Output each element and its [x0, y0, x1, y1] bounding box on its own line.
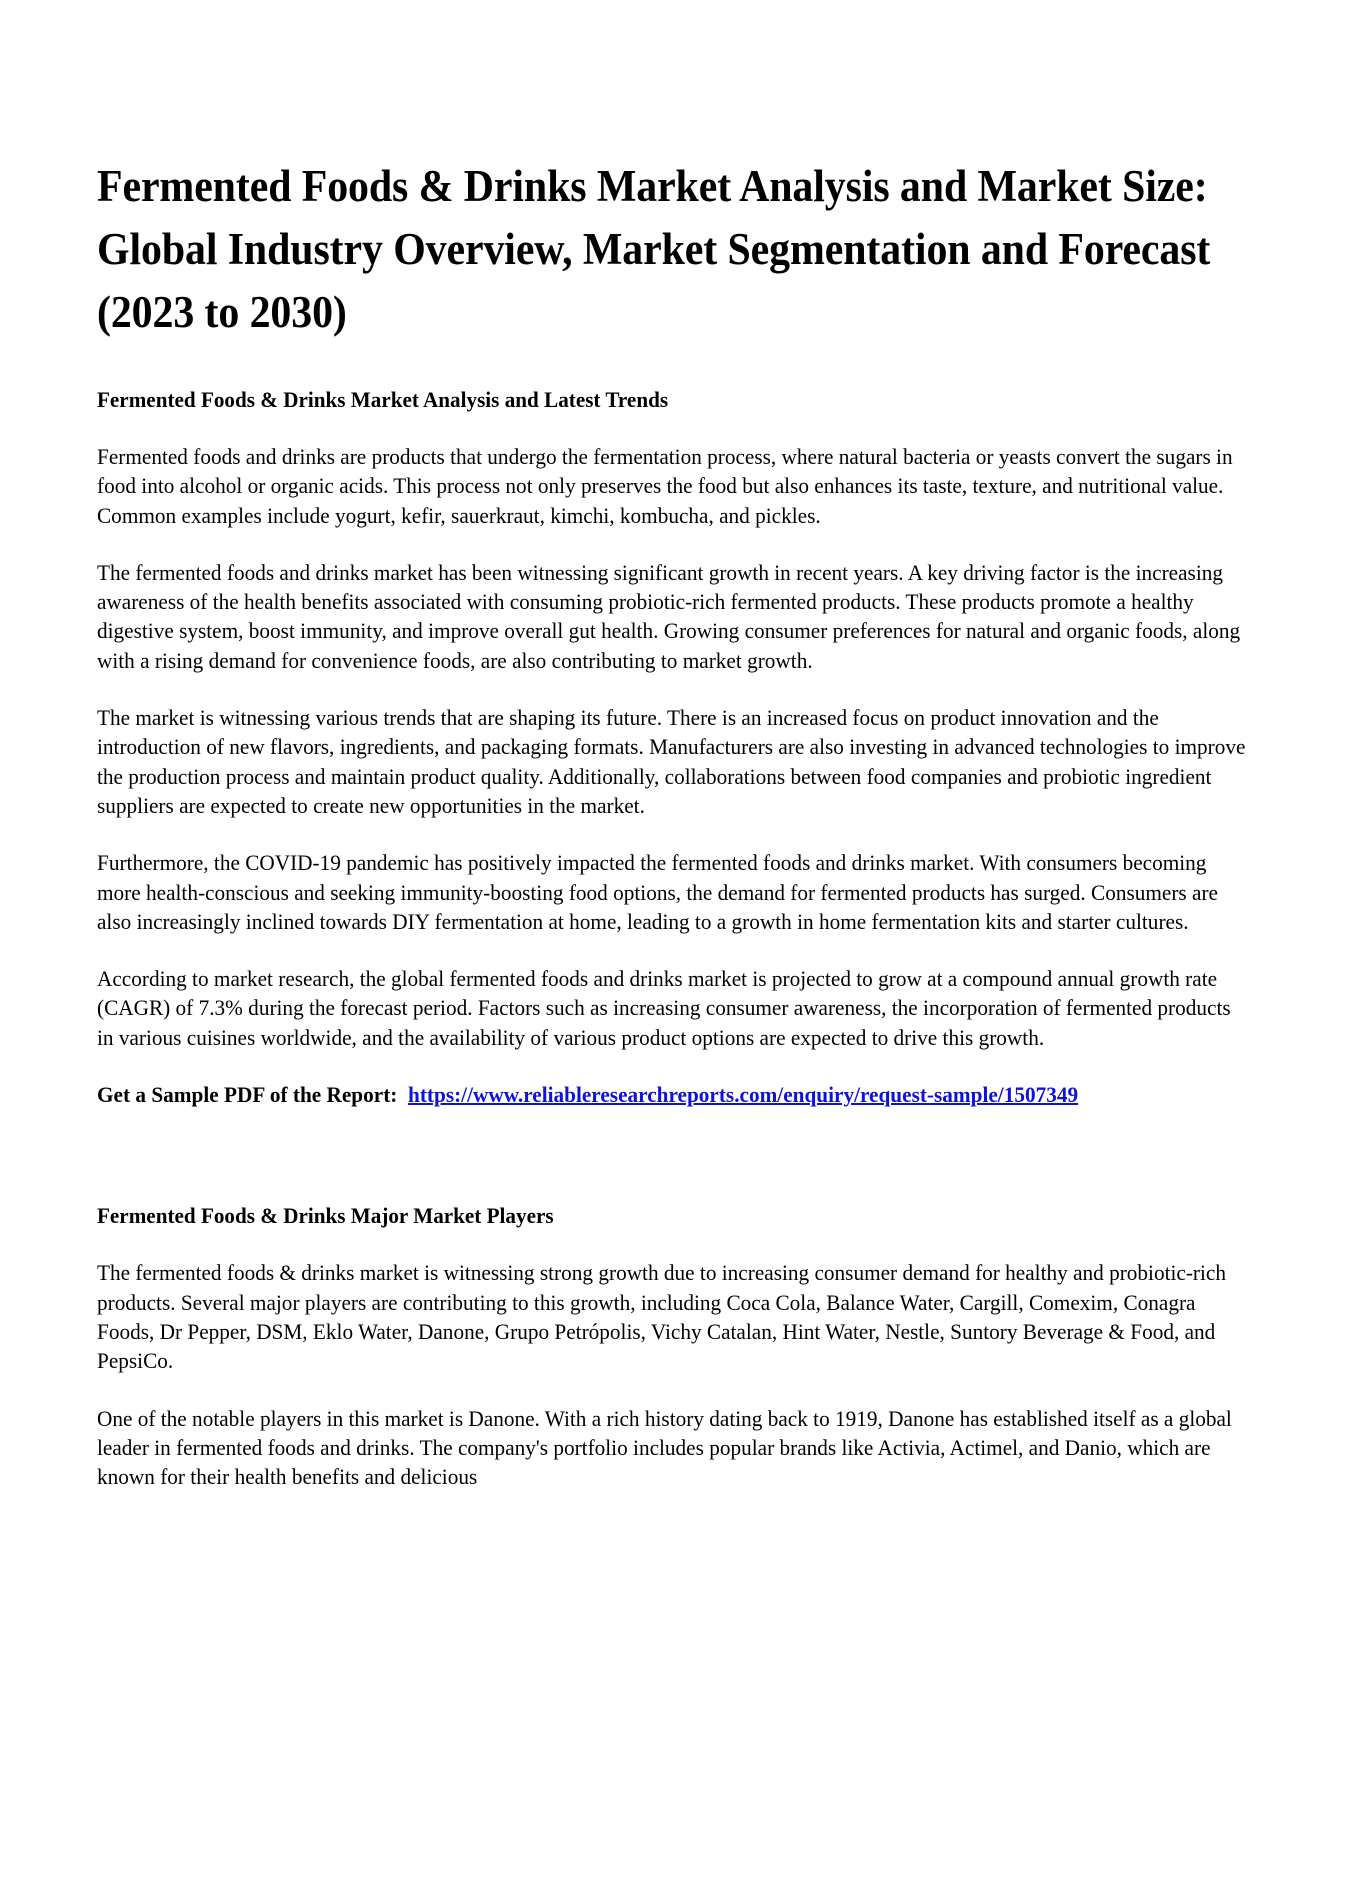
para-spacer-3 — [97, 820, 1248, 848]
para-spacer-1 — [97, 530, 1248, 558]
sample-pdf-link-line — [97, 1080, 1252, 1109]
paragraph-danone: One of the notable players in this market is Danone. With a rich history dating back to 1919, Danone has established itself as a global leader in fermented foods and drinks. The company's portfolio includes popular brands like Activia, Actimel, and Danio, which are known for their health benefits and delicious — [97, 1405, 1232, 1490]
heading-spacer-1 — [97, 414, 1248, 442]
paragraph-market-trends: The market is witnessing various trends that are shaping its future. There is an increased focus on product innovation and the introduction of new flavors, ingredients, and packaging formats. Manufacturers are also investing in advanced technologies to improve the production process and maintain product quality. Additionally, collaborations between food companies and probiotic ingredient suppliers are expected to create new opportunities in the market. — [97, 705, 1246, 818]
section-heading-major-players: Fermented Foods & Drinks Major Market Players — [97, 1203, 554, 1229]
para-spacer-6 — [97, 1376, 1248, 1404]
para-spacer-4 — [97, 936, 1248, 964]
section-gap — [97, 1109, 1248, 1201]
section-heading-analysis-trends: Fermented Foods & Drinks Market Analysis and Latest Trends — [97, 387, 669, 412]
page-title: Fermented Foods & Drinks Market Analysis and Market Size: Global Industry Overview, Market Segmentation and Forecast (2023 to 2030) — [97, 161, 1211, 337]
sample-pdf-link[interactable]: https://www.reliableresearchreports.com/enquiry/request-sample/1507349 — [408, 1082, 1079, 1108]
para-spacer-5 — [97, 1052, 1248, 1080]
paragraph-covid-impact: Furthermore, the COVID-19 pandemic has positively impacted the fermented foods and drinks market. With consumers becoming more health-conscious and seeking immunity-boosting food options, the demand for fermented products has surged. Consumers are also increasingly inclined towards DIY fermentation at home, leading to a growth in home fermentation kits and starter cultures. — [97, 850, 1218, 934]
paragraph-cagr-forecast: According to market research, the global fermented foods and drinks market is projected to grow at a compound annual growth rate (CAGR) of 7.3% during the forecast period. Factors such as increasing consumer awareness, the incorporation of fermented products in various cuisines worldwide, and the availability of various product options are expected to drive this growth. — [97, 966, 1231, 1050]
paragraph-growth-drivers: The fermented foods and drinks market has been witnessing significant growth in recent years. A key driving factor is the increasing awareness of the health benefits associated with consuming probiotic-rich fermented products. These products promote a healthy digestive system, boost immunity, and improve overall gut health. Growing consumer preferences for natural and organic foods, along with a rising demand for convenience foods, are also contributing to market growth. — [97, 559, 1241, 673]
para-spacer-2 — [97, 675, 1248, 703]
paragraph-major-players-list: The fermented foods & drinks market is witnessing strong growth due to increasing consumer demand for healthy and probiotic-rich products. Several major players are contributing to this growth, including Coca Cola, Balance Water, Cargill, Comexim, Conagra Foods, Dr Pepper, DSM, Eklo Water, Danone, Grupo Petrópolis, Vichy Catalan, Hint Water, Nestle, Suntory Beverage & Food, and PepsiCo. — [97, 1260, 1226, 1374]
paragraph-definition: Fermented foods and drinks are products that undergo the fermentation process, where natural bacteria or yeasts convert the sugars in food into alcohol or organic acids. This process not only preserves the food but also enhances its taste, texture, and nutritional value. Common examples include yogurt, kefir, sauerkraut, kimchi, kombucha, and pickles. — [97, 444, 1233, 528]
sample-pdf-label: Get a Sample PDF of the Report: — [97, 1082, 398, 1108]
heading-spacer-2 — [97, 1230, 1248, 1258]
title-spacer — [97, 344, 1248, 385]
